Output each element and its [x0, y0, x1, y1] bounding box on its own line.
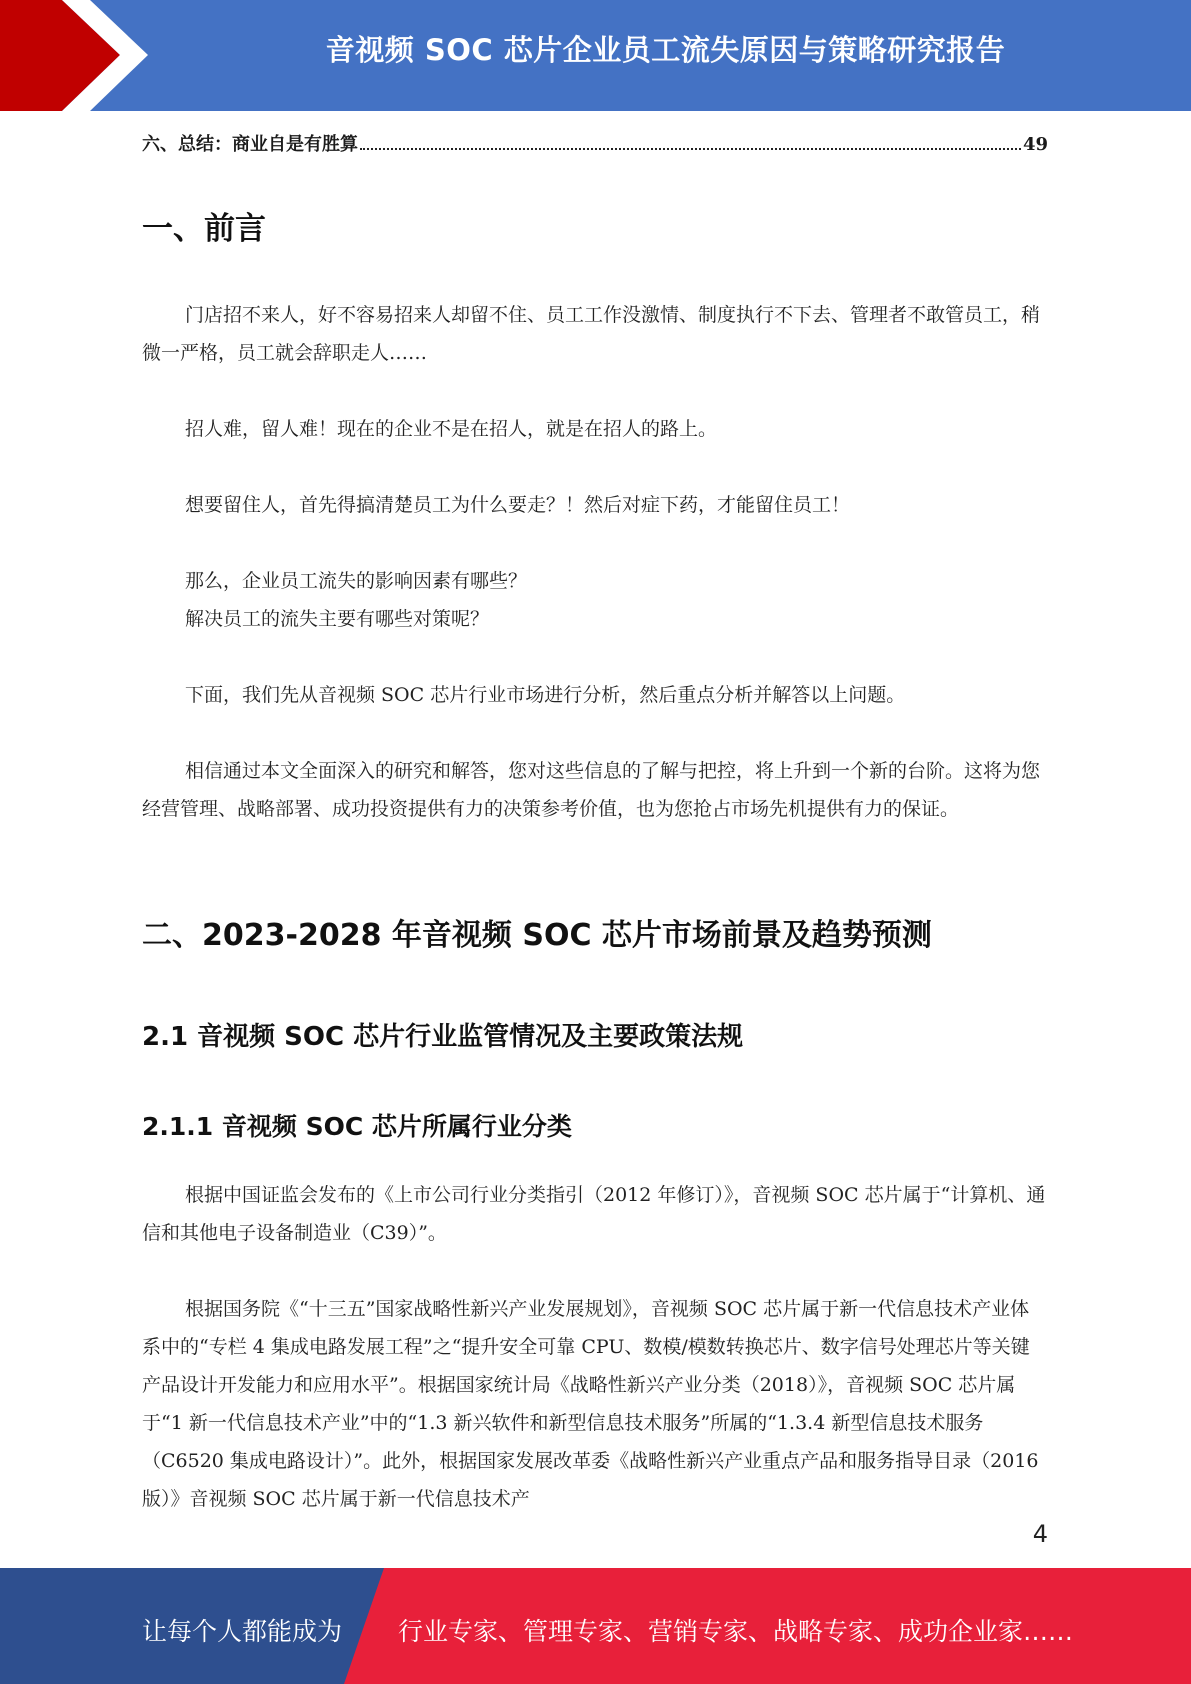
paragraph: 解决员工的流失主要有哪些对策呢？ — [185, 608, 490, 630]
toc-entry-label: 六、总结：商业自是有胜算 — [142, 134, 358, 155]
paragraph: 根据国务院《“十三五”国家战略性新兴产业发展规划》，音视频 SOC 芯片属于新一代信息技术产业体系中的“专栏 4 集成电路发展工程”之“提升安全可靠 CPU、数模/模数转换芯片、数字信号处理芯片等关键产品设计开发能力和应用水平”。根据国家统计局《战略性新兴产业分类（2018）》，音视频 SOC 芯片属于“1 新一代信息技术产业”中的“1.3 新兴软件和新型信息技术服务”所属的“1.3.4 新型信息技术服务（C6520 集成电路设计）”。此外，根据国家发展改革委《战略性新兴产业重点产品和服务指导目录（2016 版）》音视频 SOC 芯片属于新一代信息技术产 — [142, 1298, 1039, 1510]
toc-entry-page: 49 — [1022, 134, 1048, 155]
paragraph: 那么，企业员工流失的影响因素有哪些？ — [185, 570, 528, 592]
heading-preface: 一、前言 — [142, 211, 266, 247]
page-footer — [0, 1568, 1191, 1684]
toc-entry[interactable] — [142, 130, 1048, 156]
page-number: 4 — [1032, 1520, 1048, 1548]
heading-2-1: 2.1 音视频 SOC 芯片行业监管情况及主要政策法规 — [142, 1022, 744, 1052]
paragraph: 相信通过本文全面深入的研究和解答，您对这些信息的了解与把控，将上升到一个新的台阶。这将为您经营管理、战略部署、成功投资提供有力的决策参考价值，也为您抢占市场先机提供有力的保证。 — [142, 760, 1041, 820]
paragraph: 门店招不来人，好不容易招来人却留不住、员工工作没激情、制度执行不下去、管理者不敢管员工，稍微一严格，员工就会辞职走人…… — [142, 304, 1041, 364]
paragraph: 想要留住人，首先得搞清楚员工为什么要走？！然后对症下药，才能留住员工！ — [185, 494, 851, 516]
footer-slogan-right: 行业专家、管理专家、营销专家、战略专家、成功企业家…… — [398, 1617, 1074, 1646]
heading-forecast: 二、2023-2028 年音视频 SOC 芯片市场前景及趋势预测 — [142, 918, 932, 953]
paragraph: 招人难，留人难！现在的企业不是在招人，就是在招人的路上。 — [185, 418, 718, 440]
toc-leader-dots — [360, 148, 1021, 150]
report-title: 音视频 SOC 芯片企业员工流失原因与策略研究报告 — [325, 33, 1006, 67]
page-header — [0, 0, 1191, 111]
footer-slogan-left: 让每个人都能成为 — [142, 1617, 343, 1646]
paragraph: 下面，我们先从音视频 SOC 芯片行业市场进行分析，然后重点分析并解答以上问题。 — [185, 684, 906, 706]
heading-2-1-1: 2.1.1 音视频 SOC 芯片所属行业分类 — [142, 1112, 572, 1141]
paragraph: 根据中国证监会发布的《上市公司行业分类指引（2012 年修订）》，音视频 SOC 芯片属于“计算机、通信和其他电子设备制造业（C39）”。 — [142, 1184, 1046, 1244]
